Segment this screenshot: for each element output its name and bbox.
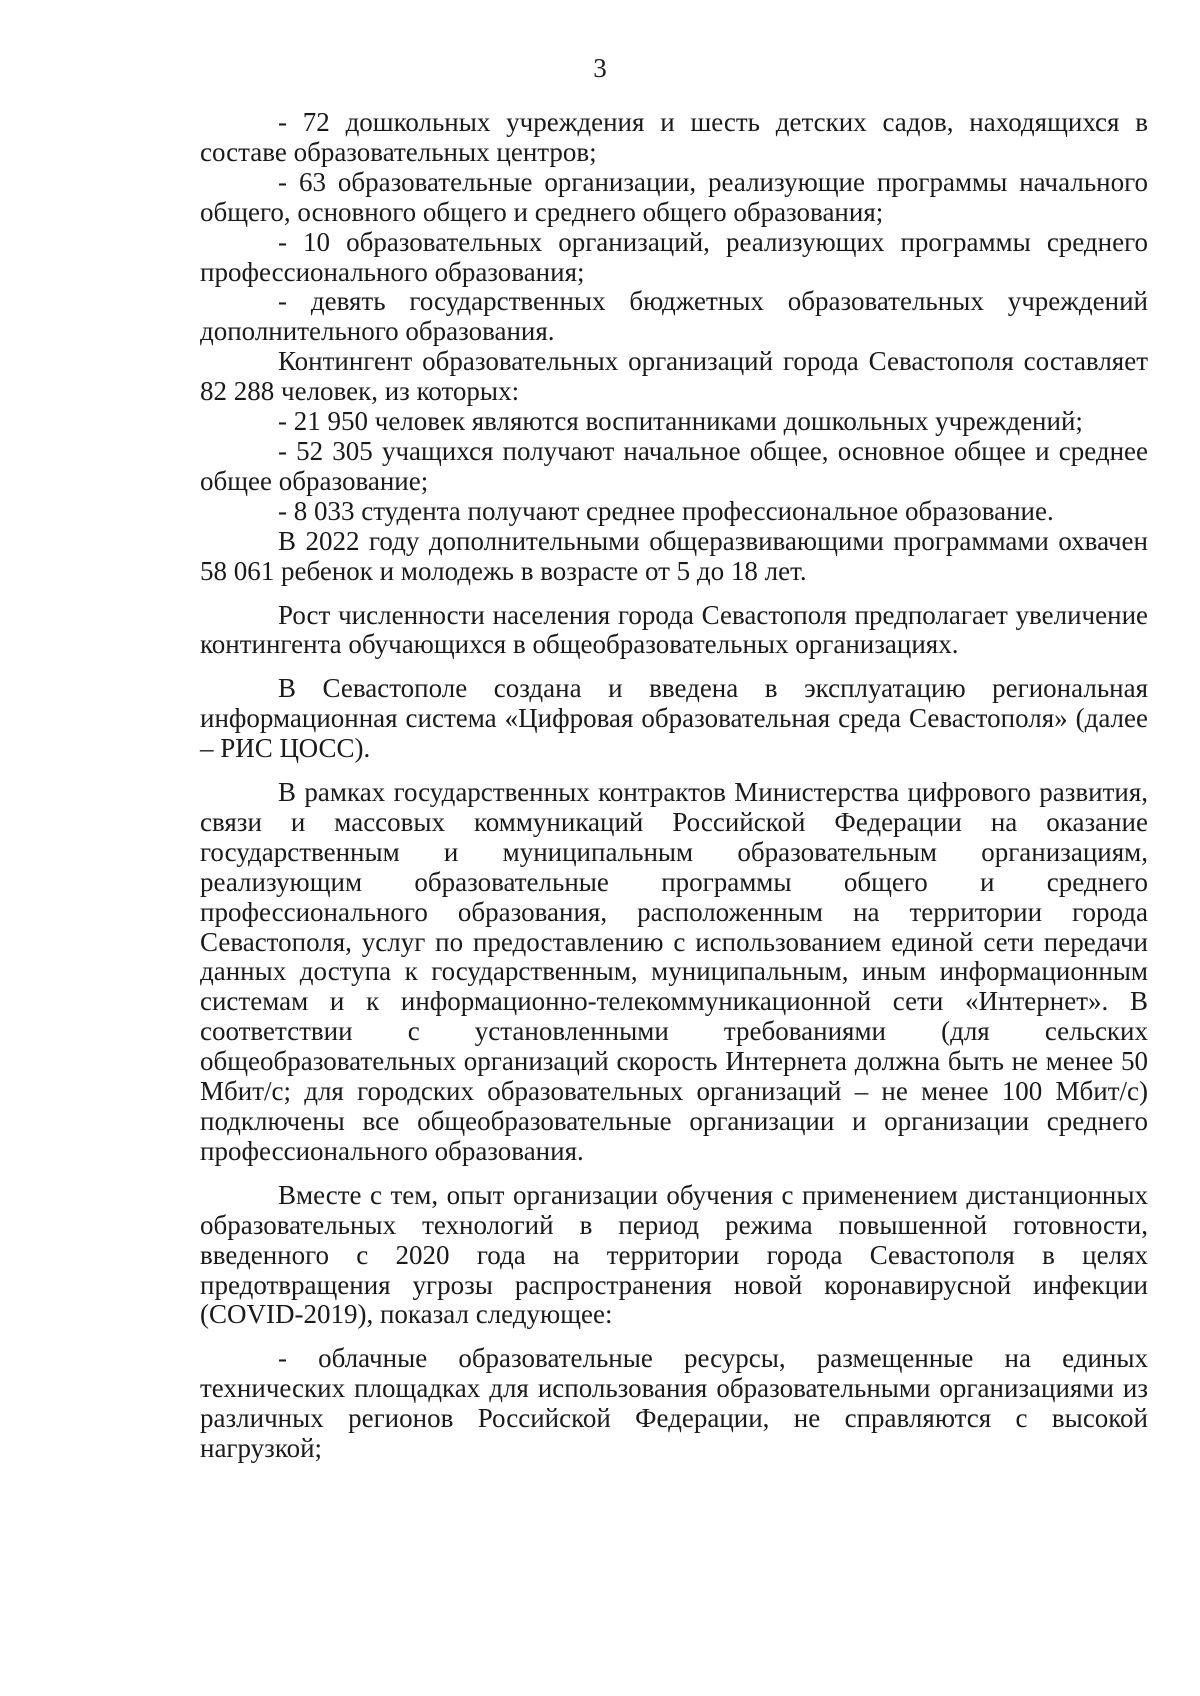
paragraph-school-students: - 52 305 учащихся получают начальное общее, основное общее и среднее общее образование;	[200, 435, 1148, 496]
paragraph-population-growth: Рост численности населения города Севастополя предполагает увеличение контингента обучающихся в общеобразовательных организациях.	[200, 599, 1148, 660]
paragraph-state-contracts: В рамках государственных контрактов Министерства цифрового развития, связи и массовых коммуникаций Российской Федерации на оказание государственным и муниципальным образовательным организациям, реализующим образовательные программы общего и среднего профессионального образования, расположенным на территории города Севастополя, услуг по предоставлению с использованием единой сети передачи данных доступа к государственным, муниципальным, иным информационным системам и к информационно-телекоммуникационной сети «Интернет». В соответствии с установленными требованиями (для сельских общеобразовательных организаций скорость Интернета должна быть не менее 50 Мбит/с; для городских образовательных организаций – не менее 100 Мбит/с) подключены все общеобразовательные организации и организации среднего профессионального образования.	[200, 777, 1148, 1166]
paragraph-additional-programs-2022: В 2022 году дополнительными общеразвивающими программами охвачен 58 061 ребенок и молодежь в возрасте от 5 до 18 лет.	[200, 525, 1148, 586]
paragraph-preschool-institutions: - 72 дошкольных учреждения и шесть детских садов, находящихся в составе образовательных центров;	[200, 107, 1148, 167]
paragraph-distance-learning: Вместе с тем, опыт организации обучения с применением дистанционных образовательных технологий в период режима повышенной готовности, введенного с 2020 года на территории города Севастополя в целях предотвращения угрозы распространения новой коронавирусной инфекции (COVID-2019), показал следующее:	[200, 1179, 1148, 1330]
paragraph-general-education-organizations: - 63 образовательные организации, реализующие программы начального общего, основного общего и среднего общего образования;	[200, 166, 1148, 227]
paragraph-vocational-students: - 8 033 студента получают среднее профессиональное образование.	[278, 495, 1054, 526]
paragraph-vocational-organizations: - 10 образовательных организаций, реализующих программы среднего профессионального образования;	[200, 226, 1148, 287]
paragraph-contingent-total: Контингент образовательных организаций города Севастополя составляет 82 288 человек, из которых:	[200, 346, 1148, 407]
page-number: 3	[593, 53, 607, 83]
paragraph-preschool-pupils: - 21 950 человек являются воспитанниками дошкольных учреждений;	[278, 406, 1083, 437]
paragraph-ris-coss: В Севастополе создана и введена в эксплуатацию региональная информационная система «Цифровая образовательная среда Севастополя» (далее – РИС ЦОСС).	[200, 673, 1148, 764]
paragraph-cloud-resources: - облачные образовательные ресурсы, размещенные на единых технических площадках для использования образовательными организациями из различных регионов Российской Федерации, не справляются с высокой нагрузкой;	[200, 1343, 1148, 1464]
document-body	[200, 108, 1148, 1464]
paragraph-additional-education: - девять государственных бюджетных образовательных учреждений дополнительного образования.	[200, 286, 1148, 347]
